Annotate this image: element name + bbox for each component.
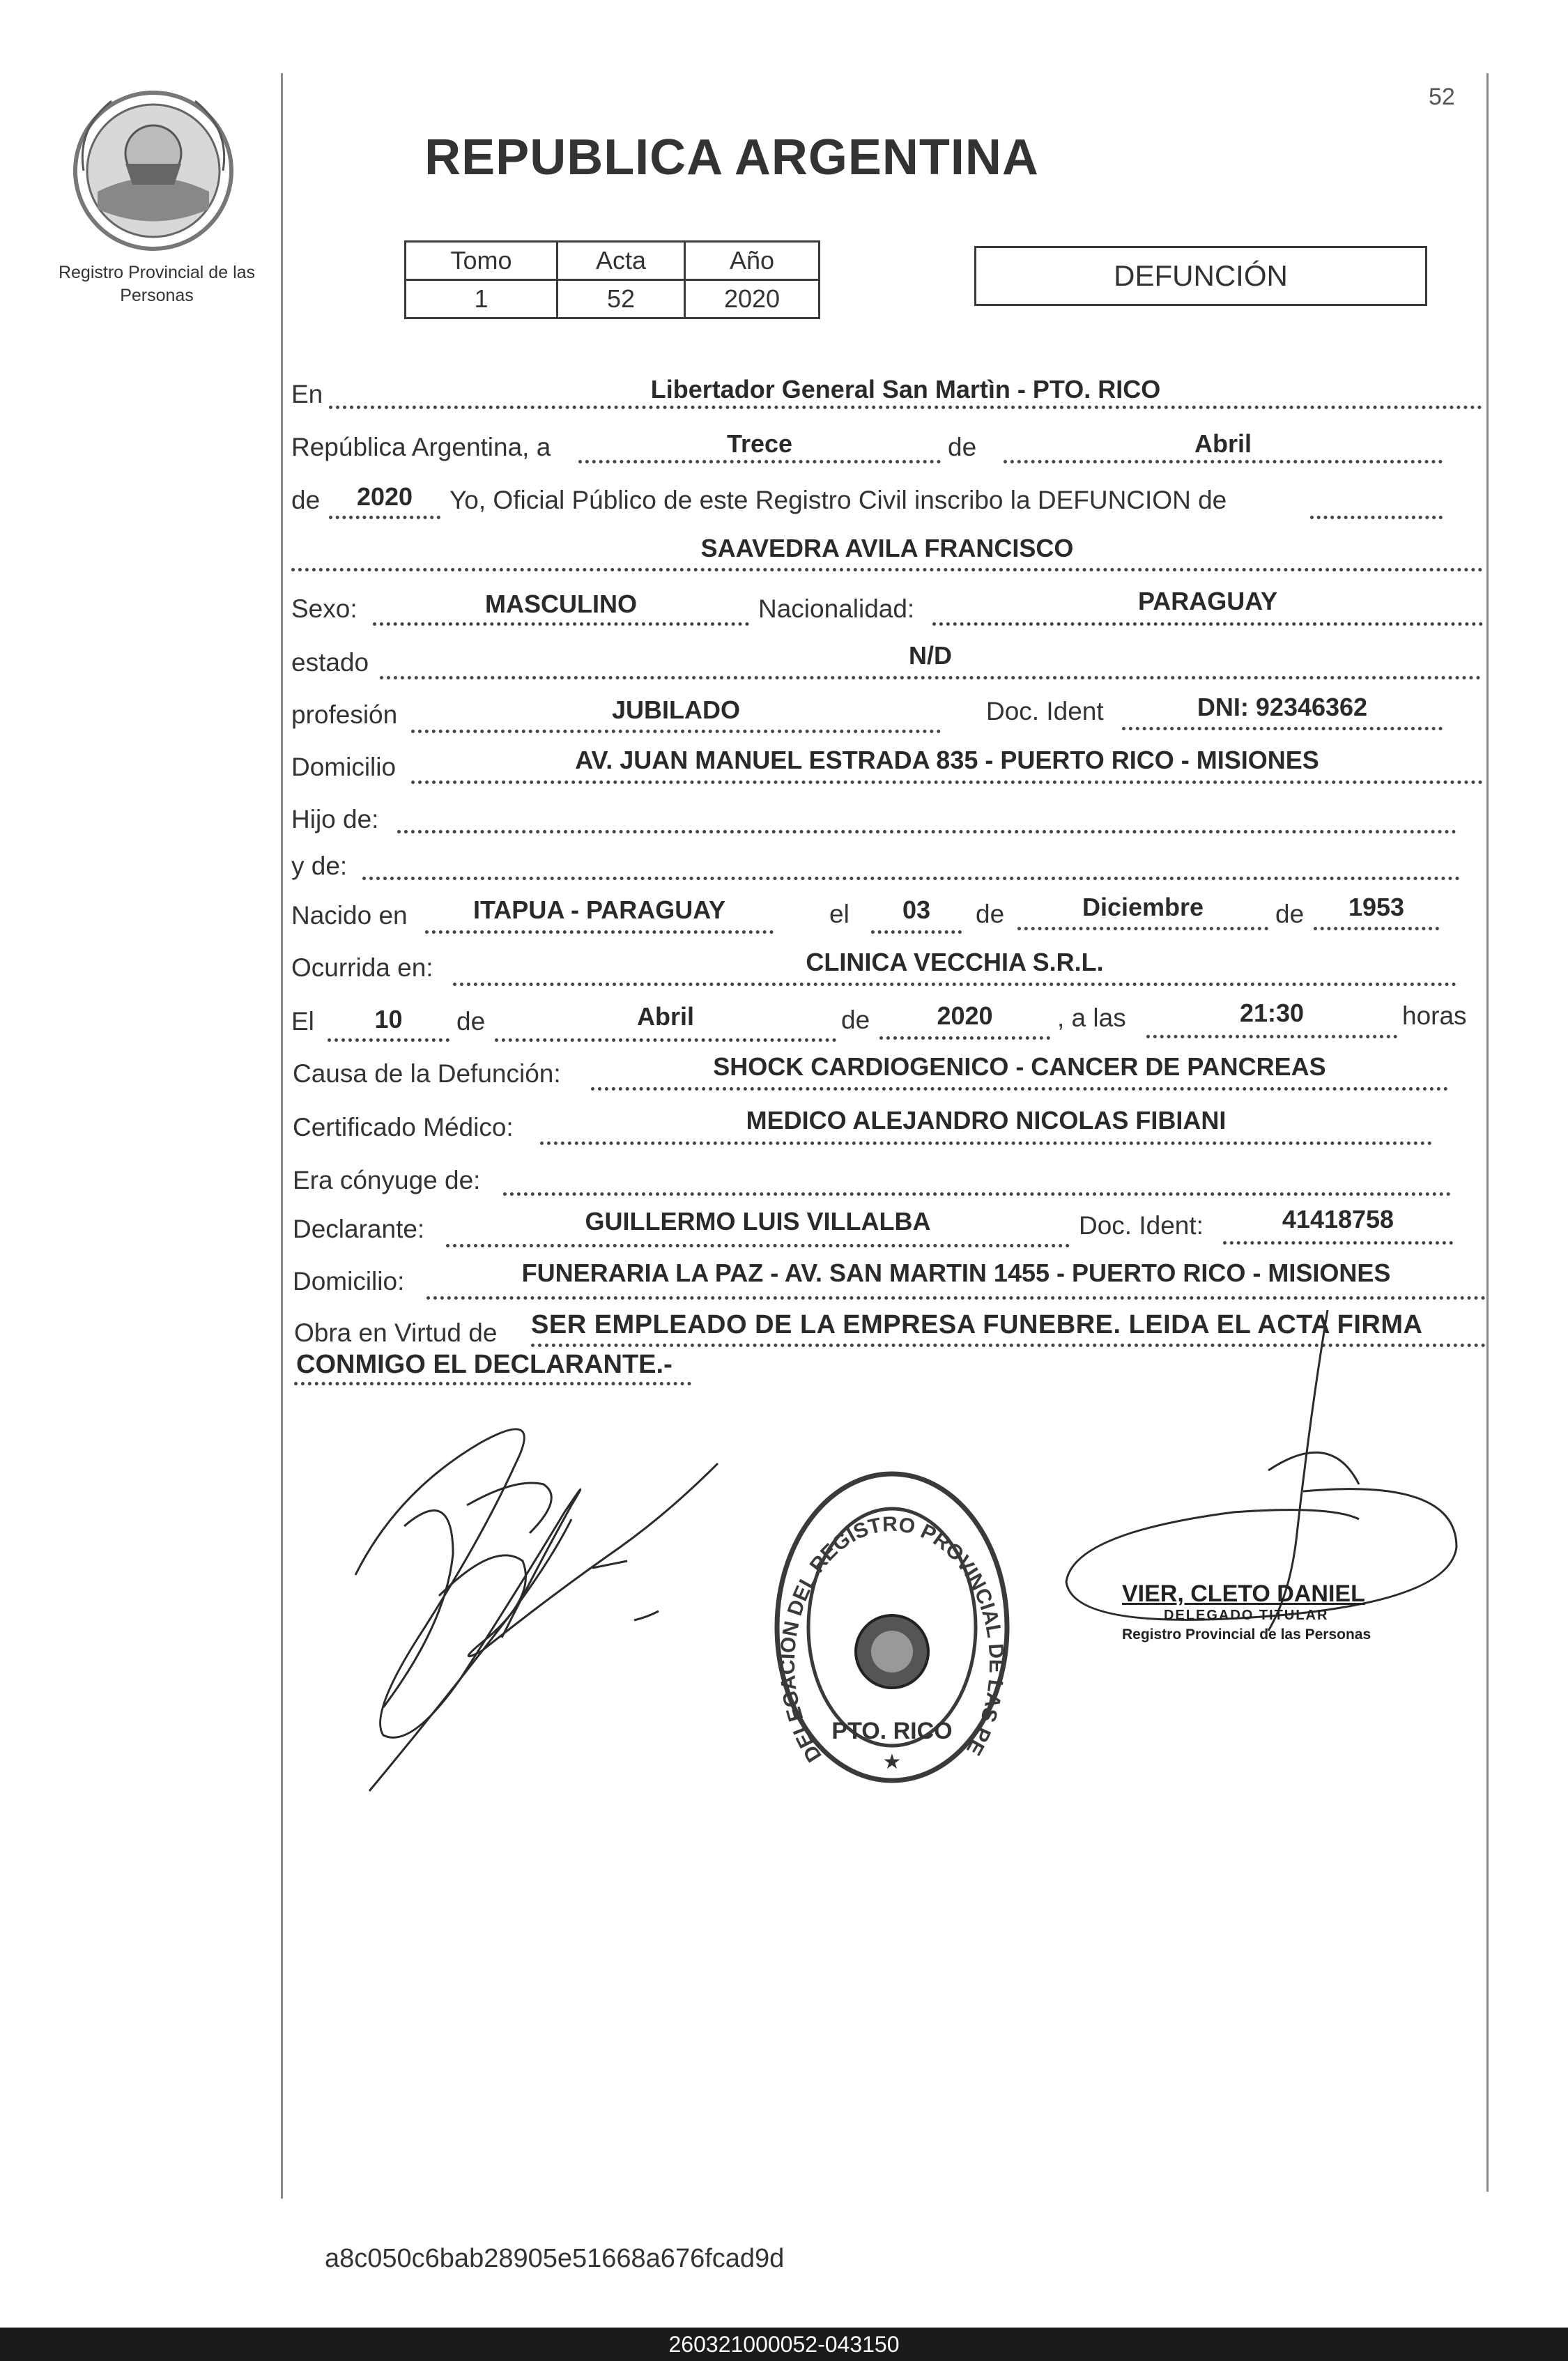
field-dia: Trece xyxy=(726,429,793,458)
field-mes: Abril xyxy=(1194,429,1252,458)
label-ocurrida-en: Ocurrida en: xyxy=(291,953,433,982)
seal-place: PTO. RICO xyxy=(831,1718,953,1744)
dots-lugar xyxy=(329,406,1482,409)
label-domicilio: Domicilio xyxy=(291,753,397,781)
label-de-3: de xyxy=(976,900,1005,928)
acta-value: 52 xyxy=(558,280,685,318)
field-nacido-dia: 03 xyxy=(902,895,931,924)
field-hora: 21:30 xyxy=(1239,999,1305,1027)
field-fallec-anio: 2020 xyxy=(937,1001,993,1030)
field-nacionalidad: PARAGUAY xyxy=(1137,587,1278,615)
dots-y-de xyxy=(362,877,1460,880)
label-de-1: de xyxy=(948,433,977,461)
left-margin-line xyxy=(281,73,283,2199)
field-profesion: JUBILADO xyxy=(611,695,740,724)
dots-doc xyxy=(1122,727,1443,730)
field-declarante: GUILLERMO LUIS VILLALBA xyxy=(585,1207,931,1236)
field-doc: DNI: 92346362 xyxy=(1197,693,1368,721)
dots-yo-end xyxy=(1310,516,1443,519)
label-profesion: profesión xyxy=(291,700,398,729)
page-number: 52 xyxy=(1429,84,1455,110)
label-conyuge: Era cónyuge de: xyxy=(293,1166,481,1194)
label-hijo-de: Hijo de: xyxy=(291,805,379,833)
footer-id: 260321000052-043150 xyxy=(0,2328,1568,2361)
label-sexo: Sexo: xyxy=(291,594,358,623)
field-nacido-mes: Diciembre xyxy=(1082,893,1204,921)
field-estado: N/D xyxy=(909,641,952,670)
field-lugar: Libertador General San Martìn - PTO. RICO xyxy=(650,375,1161,403)
dots-domicilio xyxy=(411,780,1483,784)
dots-nombre xyxy=(291,568,1483,571)
label-el: el xyxy=(829,900,850,928)
field-causa: SHOCK CARDIOGENICO - CANCER DE PANCREAS xyxy=(713,1052,1326,1081)
dots-hijo-de xyxy=(397,830,1456,833)
right-margin-line xyxy=(1486,73,1489,2192)
field-fallec-dia: 10 xyxy=(374,1005,403,1033)
field-fallec-mes: Abril xyxy=(636,1002,694,1031)
label-a-las: , a las xyxy=(1057,1003,1126,1032)
provincial-crest-logo xyxy=(70,87,237,254)
officer-role: DELEGADO TITULAR xyxy=(1164,1608,1329,1623)
dots-dia xyxy=(578,460,941,463)
officer-office: Registro Provincial de las Personas xyxy=(1122,1626,1371,1643)
dots-anio xyxy=(329,516,440,519)
dots-fallec-dia xyxy=(328,1038,449,1042)
field-nacido-lugar: ITAPUA - PARAGUAY xyxy=(472,895,726,924)
dots-nacido-mes xyxy=(1017,927,1268,930)
label-horas: horas xyxy=(1402,1001,1467,1030)
label-de-6: de xyxy=(841,1006,870,1034)
label-estado: estado xyxy=(291,648,369,677)
dots-certificado xyxy=(540,1141,1432,1145)
label-y-de: y de: xyxy=(291,852,348,880)
field-declarante-doc: 41418758 xyxy=(1282,1205,1394,1233)
dots-nacido-lugar xyxy=(425,930,774,934)
record-table xyxy=(404,240,820,319)
field-anio: 2020 xyxy=(356,482,413,511)
dots-profesion xyxy=(411,730,941,733)
label-republica: República Argentina, a xyxy=(291,433,551,461)
page-title: REPUBLICA ARGENTINA xyxy=(424,130,1039,185)
dots-sexo xyxy=(373,622,749,626)
tomo-value: 1 xyxy=(406,280,558,318)
svg-text:★: ★ xyxy=(882,1751,902,1774)
dots-estado xyxy=(380,676,1481,679)
label-en: En xyxy=(291,380,323,408)
label-doc-ident: Doc. Ident xyxy=(986,697,1104,725)
label-de-5: de xyxy=(456,1007,486,1036)
dots-nacido-anio xyxy=(1314,927,1439,930)
acta-header: Acta xyxy=(558,242,685,280)
dots-fallec-anio xyxy=(879,1036,1050,1040)
label-doc-ident-2: Doc. Ident: xyxy=(1079,1211,1204,1240)
label-de-4: de xyxy=(1275,900,1305,928)
dots-conyuge xyxy=(503,1192,1451,1196)
officer-stamp xyxy=(1122,1581,1401,1643)
label-declarante: Declarante: xyxy=(293,1215,425,1243)
dots-declarante-doc xyxy=(1223,1241,1453,1245)
field-nacido-anio: 1953 xyxy=(1348,893,1405,921)
field-domicilio: AV. JUAN MANUEL ESTRADA 835 - PUERTO RICO - MISIONES xyxy=(575,746,1319,774)
seal-text: DELEGACION DEL REGISTRO PROVINCIAL DE LAS PERSONAS xyxy=(758,1445,1008,1767)
label-causa: Causa de la Defunción: xyxy=(293,1059,561,1088)
dots-fallec-mes xyxy=(495,1038,836,1042)
anio-header: Año xyxy=(685,242,820,280)
dots-mes xyxy=(1004,460,1443,463)
field-declarante-domicilio: FUNERARIA LA PAZ - AV. SAN MARTIN 1455 - PUERTO RICO - MISIONES xyxy=(521,1259,1391,1287)
dots-causa xyxy=(591,1087,1448,1091)
dots-declarante xyxy=(446,1244,1070,1247)
officer-name: VIER, CLETO DANIEL xyxy=(1122,1581,1365,1607)
tomo-header: Tomo xyxy=(406,242,558,280)
dots-hora xyxy=(1146,1035,1397,1038)
label-nacionalidad: Nacionalidad: xyxy=(758,594,915,623)
label-obra: Obra en Virtud de xyxy=(294,1318,498,1347)
label-el-upper: El xyxy=(291,1007,314,1036)
field-certificado: MEDICO ALEJANDRO NICOLAS FIBIANI xyxy=(746,1106,1227,1135)
dots-nacido-dia xyxy=(871,930,962,934)
anio-value: 2020 xyxy=(685,280,820,318)
field-obra-1: SER EMPLEADO DE LA EMPRESA FUNEBRE. LEIDA EL ACTA FIRMA xyxy=(531,1310,1423,1339)
label-domicilio-2: Domicilio: xyxy=(293,1267,405,1295)
field-obra-2: CONMIGO EL DECLARANTE.- xyxy=(296,1350,672,1379)
declarant-signature xyxy=(341,1387,732,1826)
field-ocurrida: CLINICA VECCHIA S.R.L. xyxy=(806,948,1104,976)
label-certificado: Certificado Médico: xyxy=(293,1113,514,1141)
record-type-box: DEFUNCIÓN xyxy=(974,246,1427,306)
dots-declarante-domicilio xyxy=(426,1296,1486,1300)
dots-obra-2 xyxy=(294,1382,691,1385)
field-nombre: SAAVEDRA AVILA FRANCISCO xyxy=(700,534,1074,562)
label-nacido-en: Nacido en xyxy=(291,901,408,930)
registry-label: Registro Provincial de las Personas xyxy=(58,263,256,305)
dots-nacionalidad xyxy=(932,622,1483,626)
field-sexo: MASCULINO xyxy=(485,590,637,618)
dots-ocurrida xyxy=(453,983,1456,986)
document-hash: a8c050c6bab28905e51668a676fcad9d xyxy=(325,2244,785,2273)
label-de-2: de xyxy=(291,486,321,514)
label-yo-oficial: Yo, Oficial Público de este Registro Civil inscribo la DEFUNCION de xyxy=(449,486,1227,514)
